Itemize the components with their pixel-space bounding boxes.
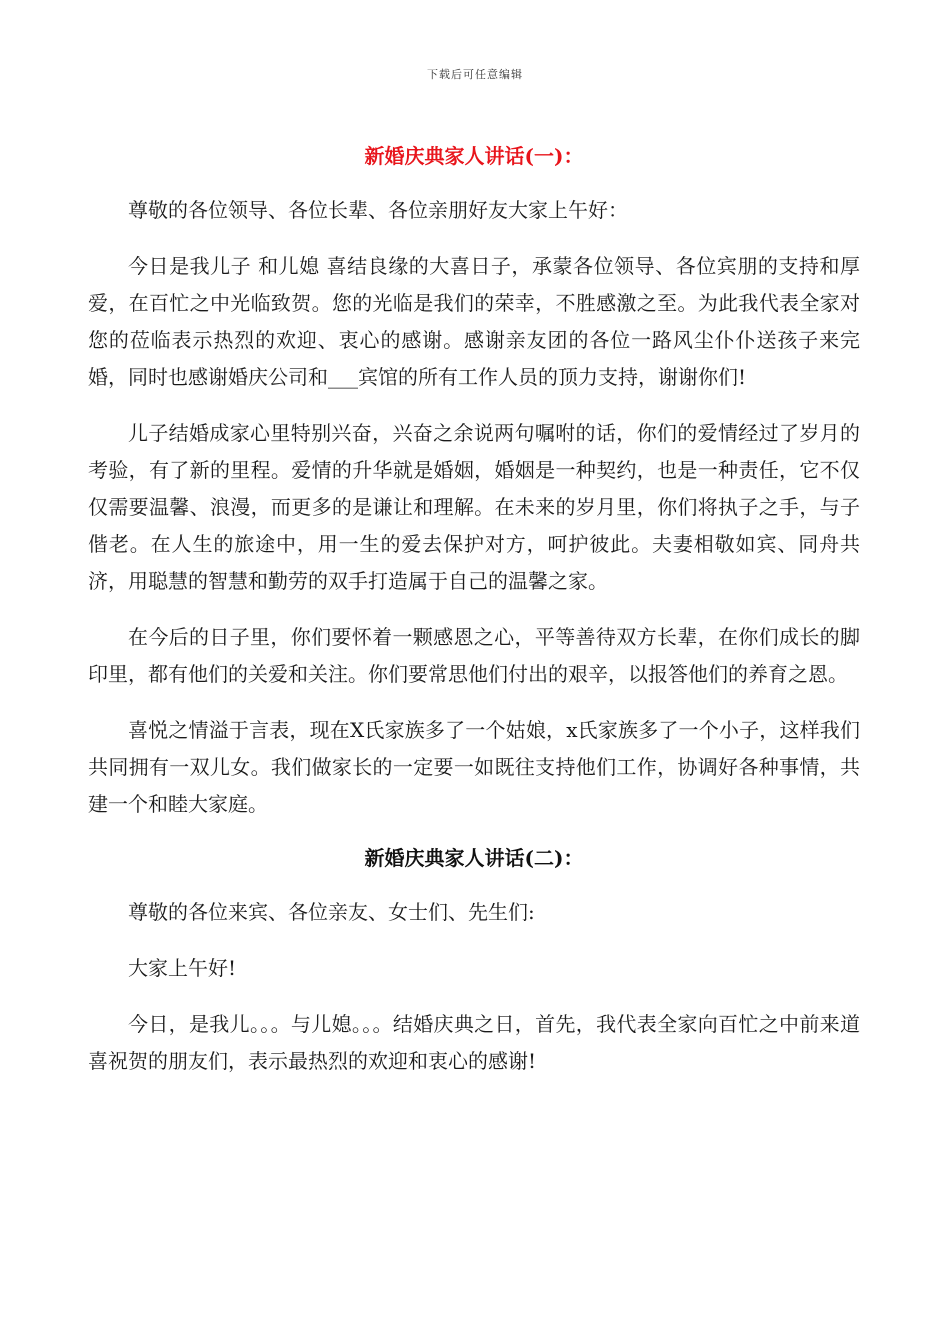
- paragraph-2-1: 尊敬的各位来宾、各位亲友、女士们、先生们:: [128, 900, 535, 924]
- paragraph-1-5: 喜悦之情溢于言表，现在X氏家族多了一个姑娘，x氏家族多了一个小子，这样我们共同拥有一双儿女。我们做家长的一定要一如既往支持他们工作，协调好各种事情，共建一个和睦大家庭。: [88, 718, 860, 816]
- section-title-1: 新婚庆典家人讲话(一)：: [364, 144, 584, 168]
- paragraph-1-4: 在今后的日子里，你们要怀着一颗感恩之心，平等善待双方长辈，在你们成长的脚印里，都有他们的关爱和关注。你们要常思他们付出的艰辛，以报答他们的养育之恩。: [88, 625, 860, 686]
- paragraph-2-3: 今日，是我儿。。。与儿媳。。。结婚庆典之日，首先，我代表全家向百忙之中前来道喜祝贺的朋友们，表示最热烈的欢迎和衷心的感谢!: [88, 1012, 860, 1073]
- paragraph-1-1: 尊敬的各位领导、各位长辈、各位亲朋好友大家上午好：: [128, 198, 628, 222]
- paragraph-1-3: 儿子结婚成家心里特别兴奋，兴奋之余说两句嘱咐的话，你们的爱情经过了岁月的考验，有了新的里程。爱情的升华就是婚姻，婚姻是一种契约，也是一种责任，它不仅仅需要温馨、浪漫，而更多的是谦让和理解。在未来的岁月里，你们将执子之手，与子偕老。在人生的旅途中，用一生的爱去保护对方，呵护彼此。夫妻相敬如宾、同舟共济，用聪慧的智慧和勤劳的双手打造属于自己的温馨之家。: [88, 421, 860, 593]
- paragraph-2-2: 大家上午好!: [128, 956, 237, 980]
- section-title-2: 新婚庆典家人讲话(二)：: [364, 846, 584, 870]
- document-body: [88, 140, 860, 1099]
- paragraph-1-2: 今日是我儿子 和儿媳 喜结良缘的大喜日子，承蒙各位领导、各位宾朋的支持和厚爱，在百忙之中光临致贺。您的光临是我们的荣幸，不胜感激之至。为此我代表全家对您的莅临表示热烈的欢迎、衷心的感谢。感谢亲友团的各位一路风尘仆仆送孩子来完婚，同时也感谢婚庆公司和___宾馆的所有工作人员的顶力支持，谢谢你们!: [88, 254, 860, 389]
- header-note: 下载后可任意编辑: [427, 68, 523, 81]
